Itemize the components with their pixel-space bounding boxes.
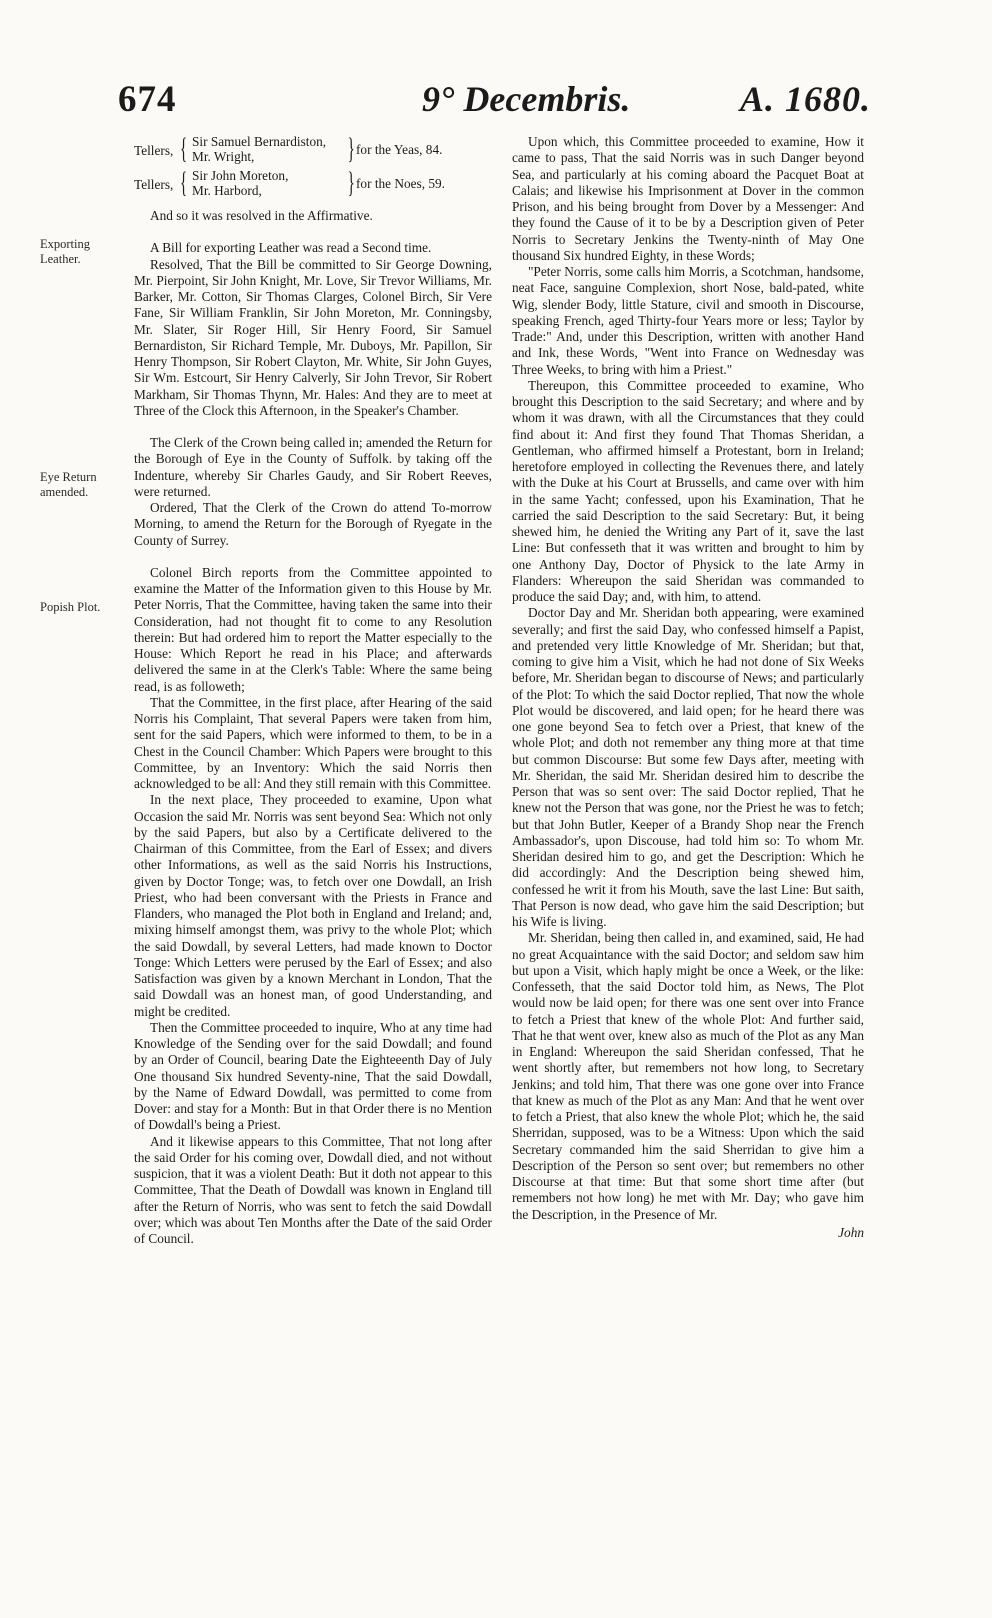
- paragraph: Then the Committee proceeded to inquire, Who at any time had Knowledge of the Sending over for the said Dowdall; and found by an Order of Council, bearing Date the Eighteeenth Day of July One thousand Six hundred Seventy-nine, That the said Dowdall, by the Name of Edward Dowdall, was permitted to come from Dover: and stay for a Month: But in that Order there is no Mention of Dowdall's being a Priest.: [134, 1019, 492, 1133]
- tellers-vote: for the Noes, 59.: [356, 176, 445, 191]
- teller-name: Mr. Wright,: [192, 149, 255, 164]
- paragraph: And it likewise appears to this Committee, That not long after the said Order for his coming over, Dowdall died, and not without suspicion, that it was a violent Death: But it doth not appear to this Committee, That the Death of Dowdall was known in England till after the Return of Norris, who was sent to fetch the said Dowdall over; which was about Ten Months after the Date of the said Order of Council.: [134, 1133, 492, 1246]
- paragraph: The Clerk of the Crown being called in; amended the Return for the Borough of Eye in the County of Suffolk. by taking off the Indenture, whereby Sir Charles Gaudy, and Sir Robert Reeves, were returned.: [134, 435, 492, 499]
- page-header: [100, 78, 880, 128]
- margin-note-eye-return: Eye Return amended.: [40, 470, 97, 499]
- paragraph: Resolved, That the Bill be committed to Sir George Downing, Mr. Pierpoint, Sir John Knight, Mr. Love, Sir Trevor Williams, Mr. Barker, Mr. Cotton, Sir Thomas Clarges, Colonel Birch, Sir Vere Fane, Sir William Franklin, Sir John Moreton, Mr. Conningsby, Mr. Slater, Sir Roger Hill, Sir Henry Foord, Sir Samuel Bernardiston, Sir Richard Temple, Mr. Duboys, Mr. Papillon, Sir Henry Thompson, Sir Robert Clayton, Mr. White, Sir John Guyes, Sir Wm. Estcourt, Sir Henry Calverly, Sir John Trevor, Sir Robert Markham, Sir Thomas Thynn, Mr. Hales: And they are to meet at Three of the Clock this Afternoon, in the Speaker's Chamber.: [134, 256, 492, 418]
- paragraph: Mr. Sheridan, being then called in, and examined, said, He had no great Acquaintance with the said Doctor; and seldom saw him but upon a Visit, which haply might be once a Week, or the like: Confesseth, that the said Doctor told him, as News, The Plot would now be laid open; for there was one sent over into France to fetch a Priest that knew of the whole Plot: And further said, That he that went over, knew also as much of the Plot as any Man in England: Whereupon the said Sheridan confessed, That he went shortly after, but remembers not how long, to Secretary Jenkins; and told him, That there was one gone over into France that knew as much of the Plot as any Man: And that he went over to fetch a Priest, that also knew the whole Plot; which he, the said Sherridan, supposed, was to be a Witness: Upon which the said Secretary commanded him the said Sherridan to give him a Description of the Person so sent over; but remembers no other Discourse at that time: But that some short time after (but remembers not how long) he met with Mr. Day; who gave him the Description, in the Presence of Mr.: [512, 930, 864, 1222]
- paragraph: Colonel Birch reports from the Committee appointed to examine the Matter of the Information given to this House by Mr. Peter Norris, That the Committee, having taken the same into their Consideration, had not thought fit to come to any Resolution therein: But had ordered him to report the Matter especially to the House: Which Report he read in his Place; and afterwards delivered the same in at the Clerk's Table: Where the same being read, is as followeth;: [134, 564, 492, 694]
- paragraph: Ordered, That the Clerk of the Crown do attend To-morrow Morning, to amend the Return for the Borough of Ryegate in the County of Surrey.: [134, 500, 492, 548]
- catchword: [512, 1225, 864, 1241]
- tellers-vote: for the Yeas, 84.: [356, 142, 443, 157]
- paragraph: Doctor Day and Mr. Sheridan both appearing, were examined severally; and first the said Day, who confessed himself a Papist, and pretended very little Knowledge of Mr. Sheridan; but that, coming to give him a Visit, which he had not done of Six Weeks before, Mr. Sheridan began to discourse of News; and particularly of the Plot: To which the said Doctor replied, That now the whole Plot would be discovered, and laid open; for he heard there was one gone beyond Sea to fetch over a Priest, that knew of the whole Plot; and doth not remember any thing more at that time but common Discourse: But some few Days after, meeting with Mr. Sheridan, the said Mr. Sheridan desired him to describe the Person that was so sent over: The said Doctor replied, That he knew not the Person that was gone, nor the Priest he was to fetch; but that John Butler, Keeper of a Brandy Shop near the French Ambassador's, upon Discouse, had told him so: To whom Mr. Sheridan desired him to go, and get the Description: Which he did accordingly: And the Description being shewed him, confessed he writ it from his Mouth, save the last Line: But saith, That Person is now dead, who gave him the said Description; but his Wife is living.: [512, 605, 864, 929]
- right-column: [512, 134, 864, 1241]
- brace-right: {: [347, 132, 355, 165]
- paragraph: That the Committee, in the first place, after Hearing of the said Norris his Complaint, That several Papers were taken from him, sent for the said Papers, which were informed to them, to be in a Chest in the Council Chamber: Which Papers were brought to this Committee, by an Inventory: Which the said Norris then acknowledged to be all: And they still remain with this Committee.: [134, 694, 492, 791]
- paragraph: And so it was resolved in the Affirmative.: [150, 208, 373, 223]
- tellers-noes: [134, 168, 492, 200]
- page-date: 9° Decembris.: [422, 79, 631, 119]
- page-year: A. 1680.: [740, 79, 872, 119]
- tellers-names: [192, 168, 288, 198]
- paragraph: "Peter Norris, some calls him Morris, a Scotchman, handsome, neat Face, sanguine Complexion, short Nose, bald-pated, white Wig, slender Body, little Stature, civil and smooth in Discourse, speaking French, aged Thirty-four Years more or less; Taylor by Trade:" And, under this Description, written with another Hand and Ink, these Words, "Went into France on Wednesday was Three Weeks, to bring with him a Priest.": [512, 264, 864, 377]
- tellers-yeas: [134, 134, 492, 166]
- tellers-label: Tellers,: [134, 177, 174, 192]
- brace-left: {: [180, 166, 188, 199]
- page-number: 674: [118, 79, 177, 120]
- catchword-text: John: [838, 1224, 864, 1240]
- brace-right: {: [347, 166, 355, 199]
- brace-left: {: [180, 132, 188, 165]
- paragraph: Upon which, this Committee proceeded to examine, How it came to pass, That the said Norris was in such Danger beyond Sea, and particularly at his coming aboard the Pacquet Boat at Calais; and likewise his Imprisonment at Dover in the common Prison, and his being brought from Dover by a Messenger: And they found the Cause of it to be by a Description given of Peter Norris to Secretary Jenkins the Twenty-ninth of May One thousand Six hundred Eighty, in these Words;: [512, 134, 864, 263]
- tellers-block: [134, 134, 492, 206]
- paragraph: In the next place, They proceeded to examine, Upon what Occasion the said Mr. Norris was sent beyond Sea: Which not only by the said Papers, but also by a Certificate delivered to the Chairman of this Committee, from the Earl of Essex; and divers other Informations, as well as the said Norris his Instructions, given by Doctor Tonge; was, to fetch over one Dowdall, an Irish Priest, who had been conversant with the Priests in France and Flanders, who managed the Plot both in England and Ireland; and, mixing himself amongst them, was privy to the whole Plot; which the said Dowdall, by several Letters, had made known to Doctor Tonge: Which Letters were perused by the Earl of Essex; and also Satisfaction was given by a known Merchant in London, That the said Dowdall was an honest man, of good Understanding, and might be credited.: [134, 792, 492, 1019]
- left-column: [134, 134, 492, 1247]
- teller-name: Mr. Harbord,: [192, 183, 262, 198]
- paragraph: Thereupon, this Committee proceeded to examine, Who brought this Description to the said Secretary; and where and by whom it was drawn, with all the Circumstances that they could find about it: And first they found That Thomas Sheridan, a Gentleman, who affirmed himself a Protestant, born in Ireland; heretofore employed in collecting the Revenues there, and lately with the Duke at his Court at Brussells, and came over with him in the same Yacht; confessed, upon his Examination, That he carried the said Description to the said Secretary: But, it being shewed him, he denied the Writing any Part of it, save the last Line: But confesseth that it was written and brought to him by one Anthony Day, Doctor of Physick to the late Army in Flanders: Whereupon the said Sheridan was commanded to produce the said Day; and, with him, to attend.: [512, 377, 864, 604]
- tellers-names: [192, 134, 326, 164]
- margin-note-popish-plot: Popish Plot.: [40, 600, 101, 614]
- teller-name: Sir John Moreton,: [192, 168, 289, 183]
- margin-note-exporting-leather: Exporting Leather.: [40, 237, 90, 266]
- paragraph: A Bill for exporting Leather was read a Second time.: [150, 240, 432, 256]
- tellers-label: Tellers,: [134, 143, 174, 158]
- teller-name: Sir Samuel Bernardiston,: [192, 134, 327, 149]
